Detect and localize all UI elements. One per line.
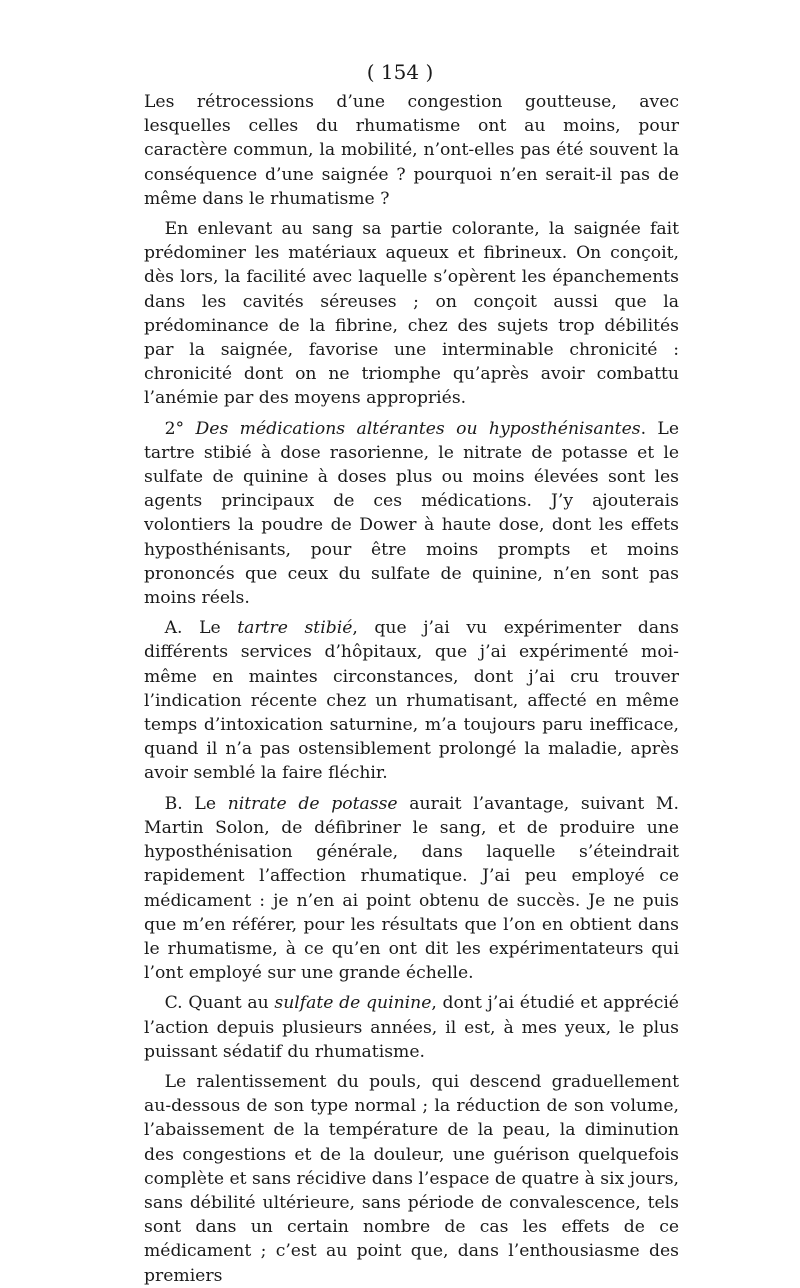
body-text — [144, 90, 679, 1288]
paragraph-lead: C. Quant au — [164, 993, 275, 1014]
paragraph-text: Les rétrocessions d’une congestion goutteuse, avec lesquelles celles du rhumatisme ont au moins, pour caractère commun, la mobilité, n’ont-elles pas été souvent la conséquence d’une saignée ? pourquoi n’en serait-il pas de même dans le rhumatisme ? — [144, 92, 679, 209]
remedy-name-italic: sulfate de quinine — [274, 993, 432, 1014]
paragraph-lead: 2° — [164, 418, 196, 439]
paragraph-lead: B. Le — [164, 793, 228, 814]
paragraph — [144, 991, 679, 1064]
paragraph-lead: A. Le — [164, 618, 238, 639]
remedy-name-italic: nitrate de potasse — [227, 793, 398, 814]
page-number: ( 154 ) — [366, 60, 434, 84]
paragraph-text: aurait l’avantage, suivant M. Martin Solon, de défibriner le sang, et de produire une hyposthénisation générale, dans laquelle s’éteindrait rapidement l’affection rhumatique. J’ai peu employé ce médicament : je n’en ai point obtenu de succès. Je ne puis que m’en référer, pour les résultats que l’on en obtient dans le rhumatisme, à ce qu’en ont dit les expérimentateurs qui l’ont employé sur une grande échelle. — [144, 793, 679, 984]
paragraph — [144, 616, 679, 785]
paragraph — [144, 90, 679, 211]
paragraph-text: Le ralentissement du pouls, qui descend graduellement au-dessous de son type normal ; la réduction de son volume, l’abaissement de la température de la peau, la diminution des congestions et de la douleur, une guérison quelquefois complète et sans récidive dans l’espace de quatre à six jours, sans débilité ultérieure, sans période de convalescence, tels sont dans un certain nombre de cas les effets de ce médicament ; c’est au point que, dans l’enthousiasme des premiers — [144, 1071, 680, 1286]
paragraph-text: En enlevant au sang sa partie colorante, la saignée fait prédominer les matériaux aqueux et fibrineux. On conçoit, dès lors, la facilité avec laquelle s’opèrent les épanchements dans les cavités séreuses ; on conçoit aussi que la prédominance de la fibrine, chez des sujets trop débilités par la saignée, favorise une interminable chronicité : chronicité dont on ne triomphe qu’après avoir combattu l’anémie par des moyens appropriés. — [144, 219, 679, 409]
paragraph — [144, 217, 679, 411]
remedy-name-italic: tartre stibié — [237, 618, 353, 639]
paragraph-text: , que j’ai vu expérimenter dans différents services d’hôpitaux, que j’ai expérimenté moi-même en maintes circonstances, dont j’ai cru trouver l’indication récente chez un rhumatisant, affecté en même temps d’intoxication saturnine, m’a toujours paru inefficace, quand il n’a pas ostensiblement prolongé la maladie, après avoir semblé la faire fléchir. — [144, 618, 679, 784]
section-heading-italic: Des médications altérantes ou hyposthénisantes — [195, 418, 641, 439]
paragraph — [144, 1070, 679, 1288]
paragraph-text: . Le tartre stibié à dose rasorienne, le nitrate de potasse et le sulfate de quinine à doses plus ou moins élevées sont les agents principaux de ces médications. J’y ajouterais volontiers la poudre de Dower à haute dose, dont les effets hyposthénisants, pour être moins prompts et moins prononcés que ceux du sulfate de quinine, n’en sont pas moins réels. — [144, 418, 680, 609]
paragraph-text: , dont j’ai étudié et apprécié l’action depuis plusieurs années, il est, à mes yeux, le plus puissant sédatif du rhumatisme. — [144, 993, 679, 1062]
paragraph — [144, 792, 679, 986]
paragraph — [144, 417, 679, 611]
